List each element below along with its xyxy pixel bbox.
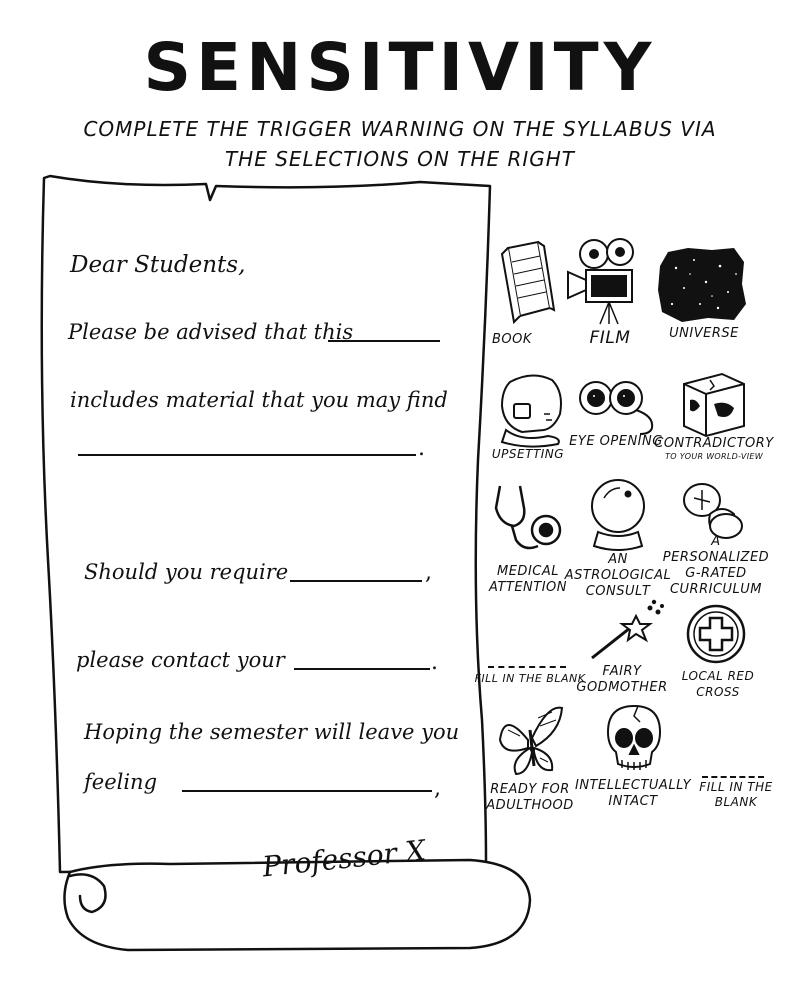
eyeballs-icon (576, 376, 666, 436)
option-ready-for-adulthood[interactable] (482, 700, 582, 822)
blank-input-2[interactable] (78, 428, 420, 456)
letter-line-4: please contact your (76, 648, 285, 672)
cracked-skull-icon (594, 702, 674, 782)
blank-input-3[interactable] (290, 554, 426, 582)
magic-wand-icon (578, 598, 668, 668)
letter-line-1: Please be advised that this (68, 320, 354, 344)
page-title: SENSITIVITY (143, 29, 657, 106)
period-mark-2: . (418, 436, 425, 461)
blank-input-4[interactable] (294, 642, 434, 670)
option-label: AN ASTROLOGICAL CONSULT (564, 552, 672, 599)
option-label: LOCAL RED CROSS (681, 669, 755, 699)
option-label: BOOK (492, 332, 532, 347)
option-contradictory[interactable] (656, 370, 776, 470)
option-label: FILL IN THE BLANK (699, 780, 773, 809)
crystal-ball-icon (578, 476, 658, 556)
option-label: FAIRY GODMOTHER (576, 664, 668, 695)
comma-mark-6: , (434, 776, 441, 801)
blank-input-1[interactable] (328, 314, 444, 342)
book-icon (488, 238, 568, 328)
period-mark-4: . (431, 650, 438, 675)
option-label: READY FOR ADULTHOOD (486, 782, 574, 813)
option-label: EYE OPENING (569, 434, 663, 449)
option-local-red-cross[interactable] (660, 604, 774, 710)
film-camera-icon (562, 236, 652, 326)
option-label: INTELLECTUALLY INTACT (574, 778, 692, 809)
option-label: A PERSONALIZED G-RATED CURRICULUM (662, 534, 770, 597)
option-eye-opening[interactable] (566, 372, 666, 472)
letter-line-5: Hoping the semester will leave you (84, 720, 460, 744)
stethoscope-icon (486, 478, 566, 558)
subtitle-line-2: THE SELECTIONS ON THE RIGHT (224, 147, 576, 171)
letter-line-6: feeling (84, 770, 158, 794)
cracked-globe-cube-icon (674, 370, 754, 440)
starfield-icon (654, 244, 746, 324)
option-label: UNIVERSE (669, 326, 739, 341)
blank-line (488, 666, 566, 668)
letter-line-2: includes material that you may find (70, 388, 448, 412)
subtitle-line-1: COMPLETE THE TRIGGER WARNING ON THE SYLLABUS VIA (83, 117, 717, 141)
option-label: FILM (589, 328, 631, 348)
option-universe[interactable] (648, 236, 758, 356)
option-sublabel: TO YOUR WORLD-VIEW (665, 452, 763, 461)
option-intellectually-intact[interactable] (576, 702, 690, 822)
signature: Professor X (260, 833, 428, 884)
option-label (654, 436, 774, 462)
red-cross-icon (682, 604, 752, 674)
option-label: MEDICAL ATTENTION (489, 564, 567, 595)
letter-salutation: Dear Students, (70, 252, 246, 278)
option-astrological-consult[interactable] (566, 476, 670, 602)
option-fill-in-blank-2[interactable] (684, 760, 784, 820)
butterfly-icon (490, 700, 570, 780)
option-personalized-curriculum[interactable] (658, 474, 778, 602)
comma-mark-3: , (425, 560, 432, 585)
option-upsetting[interactable] (480, 370, 580, 470)
option-label-main: CONTRADICTORY (654, 436, 774, 451)
option-label: UPSETTING (491, 447, 565, 461)
option-label: FILL IN THE BLANK (474, 672, 586, 685)
blank-input-6[interactable] (182, 764, 436, 792)
blank-line (702, 776, 764, 778)
letter-line-3: Should you require (84, 560, 289, 584)
